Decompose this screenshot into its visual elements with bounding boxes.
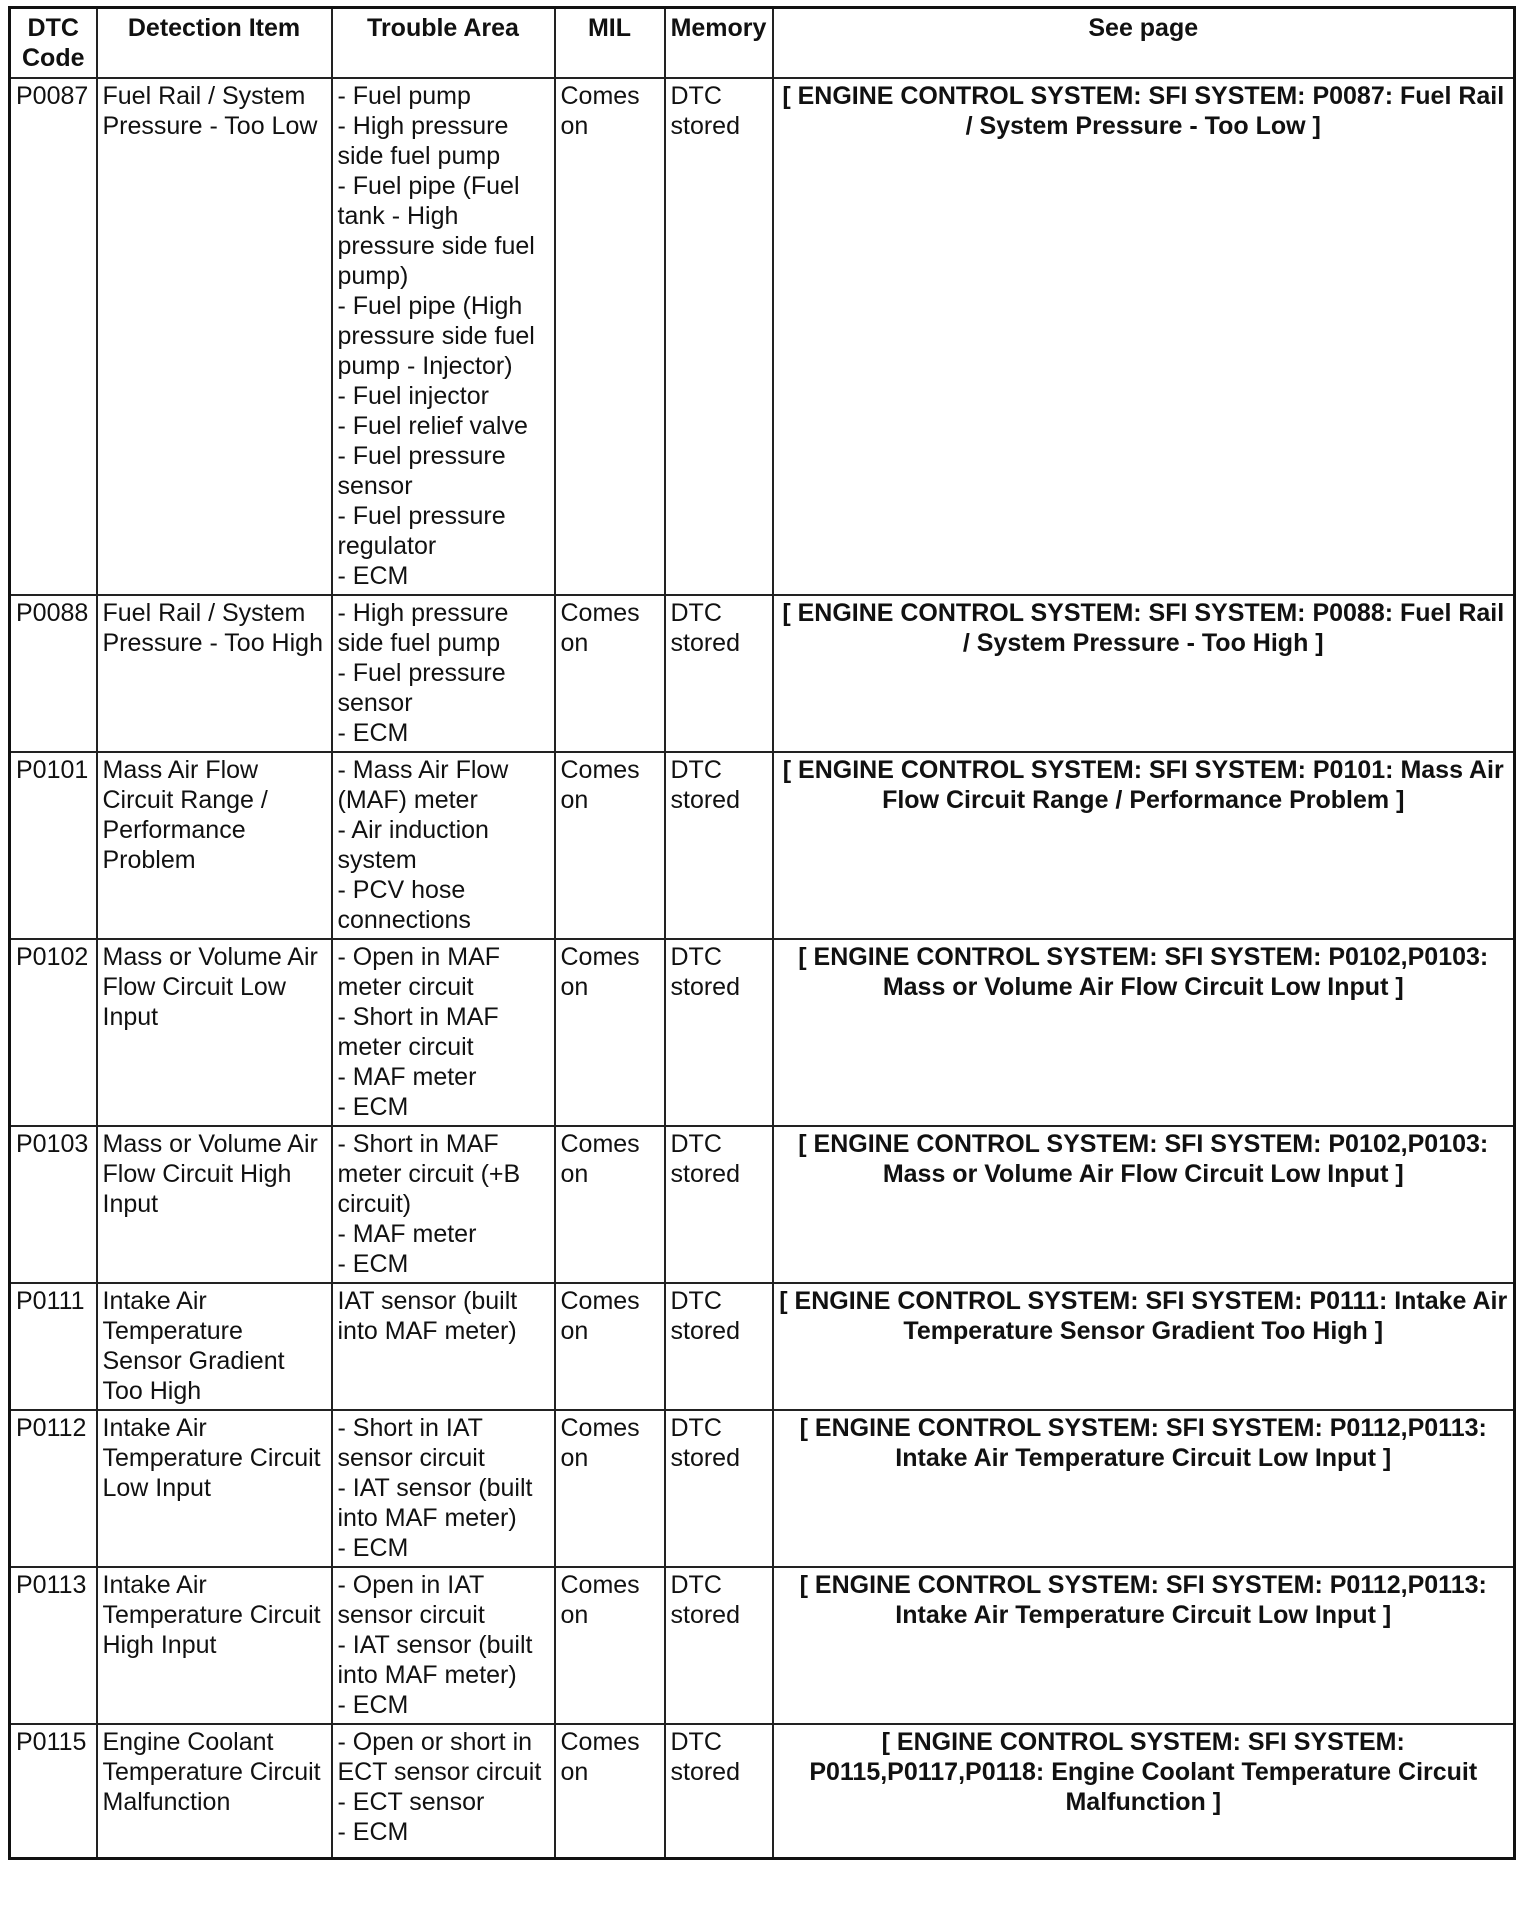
mil-cell: Comes on <box>555 78 665 595</box>
trouble-area-cell <box>332 939 555 1126</box>
mil-cell: Comes on <box>555 1567 665 1724</box>
table-row <box>10 1410 1515 1567</box>
trouble-area-item: - IAT sensor (built into MAF meter) <box>337 1474 533 1532</box>
trouble-area-cell <box>332 595 555 752</box>
header-trouble-area: Trouble Area <box>332 8 555 79</box>
trouble-area-item: - Open or short in ECT sensor circuit <box>337 1728 542 1786</box>
table-row <box>10 1567 1515 1724</box>
memory-cell: DTC stored <box>665 1567 773 1724</box>
trouble-area-item: - Fuel pressure sensor <box>337 442 506 500</box>
memory-cell: DTC stored <box>665 1126 773 1283</box>
trouble-area-item: - Mass Air Flow (MAF) meter <box>337 756 509 814</box>
detection-item-cell: Engine Coolant Temperature Circuit Malfunction <box>97 1724 332 1858</box>
trouble-area-item: - ECT sensor <box>337 1788 485 1816</box>
trouble-area-cell <box>332 1567 555 1724</box>
trouble-area-item: - Fuel pipe (High pressure side fuel pump - Injector) <box>337 292 535 380</box>
dtc-code-cell: P0112 <box>10 1410 97 1567</box>
trouble-area-item: IAT sensor (built into MAF meter) <box>337 1287 518 1345</box>
table-row <box>10 78 1515 595</box>
table-header-row <box>10 8 1515 79</box>
table-row <box>10 1724 1515 1858</box>
trouble-area-cell <box>332 752 555 939</box>
trouble-area-item: - ECM <box>337 1250 409 1278</box>
mil-cell: Comes on <box>555 1724 665 1858</box>
mil-cell: Comes on <box>555 1126 665 1283</box>
see-page-link[interactable]: [ ENGINE CONTROL SYSTEM: SFI SYSTEM: P0112,P0113: Intake Air Temperature Circuit Low Input ] <box>773 1410 1515 1567</box>
trouble-area-item: - MAF meter <box>337 1063 477 1091</box>
dtc-code-cell: P0115 <box>10 1724 97 1858</box>
table-row <box>10 752 1515 939</box>
trouble-area-item: - ECM <box>337 562 409 590</box>
trouble-area-item: - ECM <box>337 1691 409 1719</box>
see-page-link[interactable]: [ ENGINE CONTROL SYSTEM: SFI SYSTEM: P0111: Intake Air Temperature Sensor Gradient Too High ] <box>773 1283 1515 1410</box>
trouble-area-cell <box>332 1724 555 1858</box>
mil-cell: Comes on <box>555 1283 665 1410</box>
table-row <box>10 595 1515 752</box>
trouble-area-cell <box>332 78 555 595</box>
trouble-area-item: - Fuel pipe (Fuel tank - High pressure side fuel pump) <box>337 172 535 290</box>
table-row <box>10 1126 1515 1283</box>
dtc-code-cell: P0101 <box>10 752 97 939</box>
trouble-area-item: - ECM <box>337 719 409 747</box>
table-row <box>10 939 1515 1126</box>
trouble-area-item: - High pressure side fuel pump <box>337 112 509 170</box>
detection-item-cell: Fuel Rail / System Pressure - Too Low <box>97 78 332 595</box>
trouble-area-item: - Fuel pressure regulator <box>337 502 506 560</box>
trouble-area-cell <box>332 1410 555 1567</box>
trouble-area-item: - IAT sensor (built into MAF meter) <box>337 1631 533 1689</box>
see-page-link[interactable]: [ ENGINE CONTROL SYSTEM: SFI SYSTEM: P0115,P0117,P0118: Engine Coolant Temperature Circuit Malfunction ] <box>773 1724 1515 1858</box>
header-detection-item: Detection Item <box>97 8 332 79</box>
detection-item-cell: Intake Air Temperature Sensor Gradient Too High <box>97 1283 332 1410</box>
trouble-area-item: - Open in MAF meter circuit <box>337 943 501 1001</box>
trouble-area-item: - ECM <box>337 1093 409 1121</box>
dtc-code-cell: P0111 <box>10 1283 97 1410</box>
header-see-page: See page <box>773 8 1515 79</box>
trouble-area-item: - Fuel relief valve <box>337 412 528 440</box>
trouble-area-item: - Fuel pressure sensor <box>337 659 506 717</box>
see-page-link[interactable]: [ ENGINE CONTROL SYSTEM: SFI SYSTEM: P0101: Mass Air Flow Circuit Range / Performance Problem ] <box>773 752 1515 939</box>
table-row <box>10 1283 1515 1410</box>
trouble-area-item: - MAF meter <box>337 1220 477 1248</box>
memory-cell: DTC stored <box>665 1283 773 1410</box>
dtc-table <box>8 6 1516 1860</box>
header-memory: Memory <box>665 8 773 79</box>
trouble-area-cell <box>332 1283 555 1410</box>
detection-item-cell: Fuel Rail / System Pressure - Too High <box>97 595 332 752</box>
see-page-link[interactable]: [ ENGINE CONTROL SYSTEM: SFI SYSTEM: P0087: Fuel Rail / System Pressure - Too Low ] <box>773 78 1515 595</box>
see-page-link[interactable]: [ ENGINE CONTROL SYSTEM: SFI SYSTEM: P0112,P0113: Intake Air Temperature Circuit Low Input ] <box>773 1567 1515 1724</box>
dtc-code-cell: P0113 <box>10 1567 97 1724</box>
memory-cell: DTC stored <box>665 595 773 752</box>
mil-cell: Comes on <box>555 939 665 1126</box>
trouble-area-item: - ECM <box>337 1818 409 1846</box>
trouble-area-item: - Short in MAF meter circuit <box>337 1003 499 1061</box>
memory-cell: DTC stored <box>665 939 773 1126</box>
detection-item-cell: Mass or Volume Air Flow Circuit Low Input <box>97 939 332 1126</box>
dtc-code-cell: P0088 <box>10 595 97 752</box>
dtc-code-cell: P0102 <box>10 939 97 1126</box>
table-body <box>10 78 1515 1858</box>
mil-cell: Comes on <box>555 752 665 939</box>
header-dtc-code: DTC Code <box>10 8 97 79</box>
see-page-link[interactable]: [ ENGINE CONTROL SYSTEM: SFI SYSTEM: P0102,P0103: Mass or Volume Air Flow Circuit Low Input ] <box>773 939 1515 1126</box>
detection-item-cell: Mass Air Flow Circuit Range / Performance Problem <box>97 752 332 939</box>
header-mil: MIL <box>555 8 665 79</box>
dtc-table-container <box>8 6 1513 1860</box>
memory-cell: DTC stored <box>665 78 773 595</box>
memory-cell: DTC stored <box>665 1410 773 1567</box>
detection-item-cell: Intake Air Temperature Circuit High Input <box>97 1567 332 1724</box>
trouble-area-item: - PCV hose connections <box>337 876 471 934</box>
trouble-area-item: - Open in IAT sensor circuit <box>337 1571 485 1629</box>
see-page-link[interactable]: [ ENGINE CONTROL SYSTEM: SFI SYSTEM: P0102,P0103: Mass or Volume Air Flow Circuit Low Input ] <box>773 1126 1515 1283</box>
memory-cell: DTC stored <box>665 752 773 939</box>
mil-cell: Comes on <box>555 595 665 752</box>
trouble-area-item: - Short in IAT sensor circuit <box>337 1414 485 1472</box>
trouble-area-item: - Fuel injector <box>337 382 489 410</box>
dtc-code-cell: P0103 <box>10 1126 97 1283</box>
trouble-area-item: - ECM <box>337 1534 409 1562</box>
trouble-area-item: - Air induction system <box>337 816 489 874</box>
memory-cell: DTC stored <box>665 1724 773 1858</box>
mil-cell: Comes on <box>555 1410 665 1567</box>
trouble-area-item: - Fuel pump <box>337 82 471 110</box>
trouble-area-cell <box>332 1126 555 1283</box>
detection-item-cell: Mass or Volume Air Flow Circuit High Input <box>97 1126 332 1283</box>
trouble-area-item: - High pressure side fuel pump <box>337 599 509 657</box>
trouble-area-item: - Short in MAF meter circuit (+B circuit) <box>337 1130 521 1218</box>
see-page-link[interactable]: [ ENGINE CONTROL SYSTEM: SFI SYSTEM: P0088: Fuel Rail / System Pressure - Too High ] <box>773 595 1515 752</box>
dtc-code-cell: P0087 <box>10 78 97 595</box>
detection-item-cell: Intake Air Temperature Circuit Low Input <box>97 1410 332 1567</box>
